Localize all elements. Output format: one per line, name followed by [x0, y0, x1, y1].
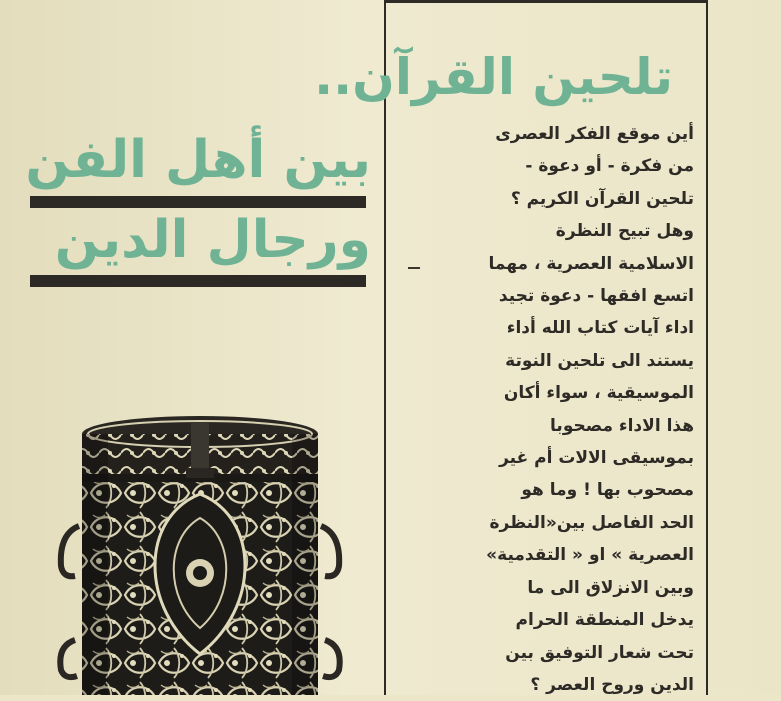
article-line: أين موقع الفكر العصرى: [495, 124, 694, 144]
article-line: اداء آيات كتاب الله أداء: [506, 318, 694, 339]
headline-line-3: ورجال الدين: [54, 210, 371, 270]
column-top-rule: [384, 0, 706, 3]
article-line: وبين الانزلاق الى ما: [527, 577, 694, 598]
column-rule-right: [706, 0, 708, 695]
article-line: الدين وروح العصر ؟: [530, 674, 694, 695]
article-line: بموسيقى الالات أم غير: [499, 448, 694, 469]
ornate-metal-box-icon: [55, 408, 345, 695]
article-line: العصرية » او « التقدمية»: [486, 545, 694, 566]
headline-line-2: بين أهل الفن: [25, 130, 371, 190]
ornate-box-photo: [55, 408, 345, 695]
article-body: [420, 118, 694, 701]
article-line: الحد الفاصل بين«النظرة: [489, 512, 694, 533]
article-line: هذا الاداء مصحوبا: [550, 415, 694, 436]
article-line: من فكرة - أو دعوة -: [525, 156, 694, 177]
margin-mark: [408, 267, 420, 269]
article-line: تلحين القرآن الكريم ؟: [510, 188, 694, 209]
headline-underline-2: [30, 275, 366, 287]
article-line: اتسع افقها - دعوة تجيد: [498, 286, 694, 307]
article-line: مصحوب بها ! وما هو: [521, 480, 694, 501]
article-line: الاسلامية العصرية ، مهما: [488, 253, 694, 274]
article-line: الموسيقية ، سواء أكان: [503, 383, 694, 404]
article-line: يدخل المنطقة الحرام: [515, 610, 694, 631]
headline-line-1: تلحين القرآن..: [314, 48, 673, 106]
headline-underline-1: [30, 196, 366, 208]
article-line: تحت شعار التوفيق بين: [505, 642, 694, 663]
article-line: وهل تبيح النظرة: [555, 221, 694, 242]
article-line: يستند الى تلحين النوتة: [505, 350, 694, 371]
